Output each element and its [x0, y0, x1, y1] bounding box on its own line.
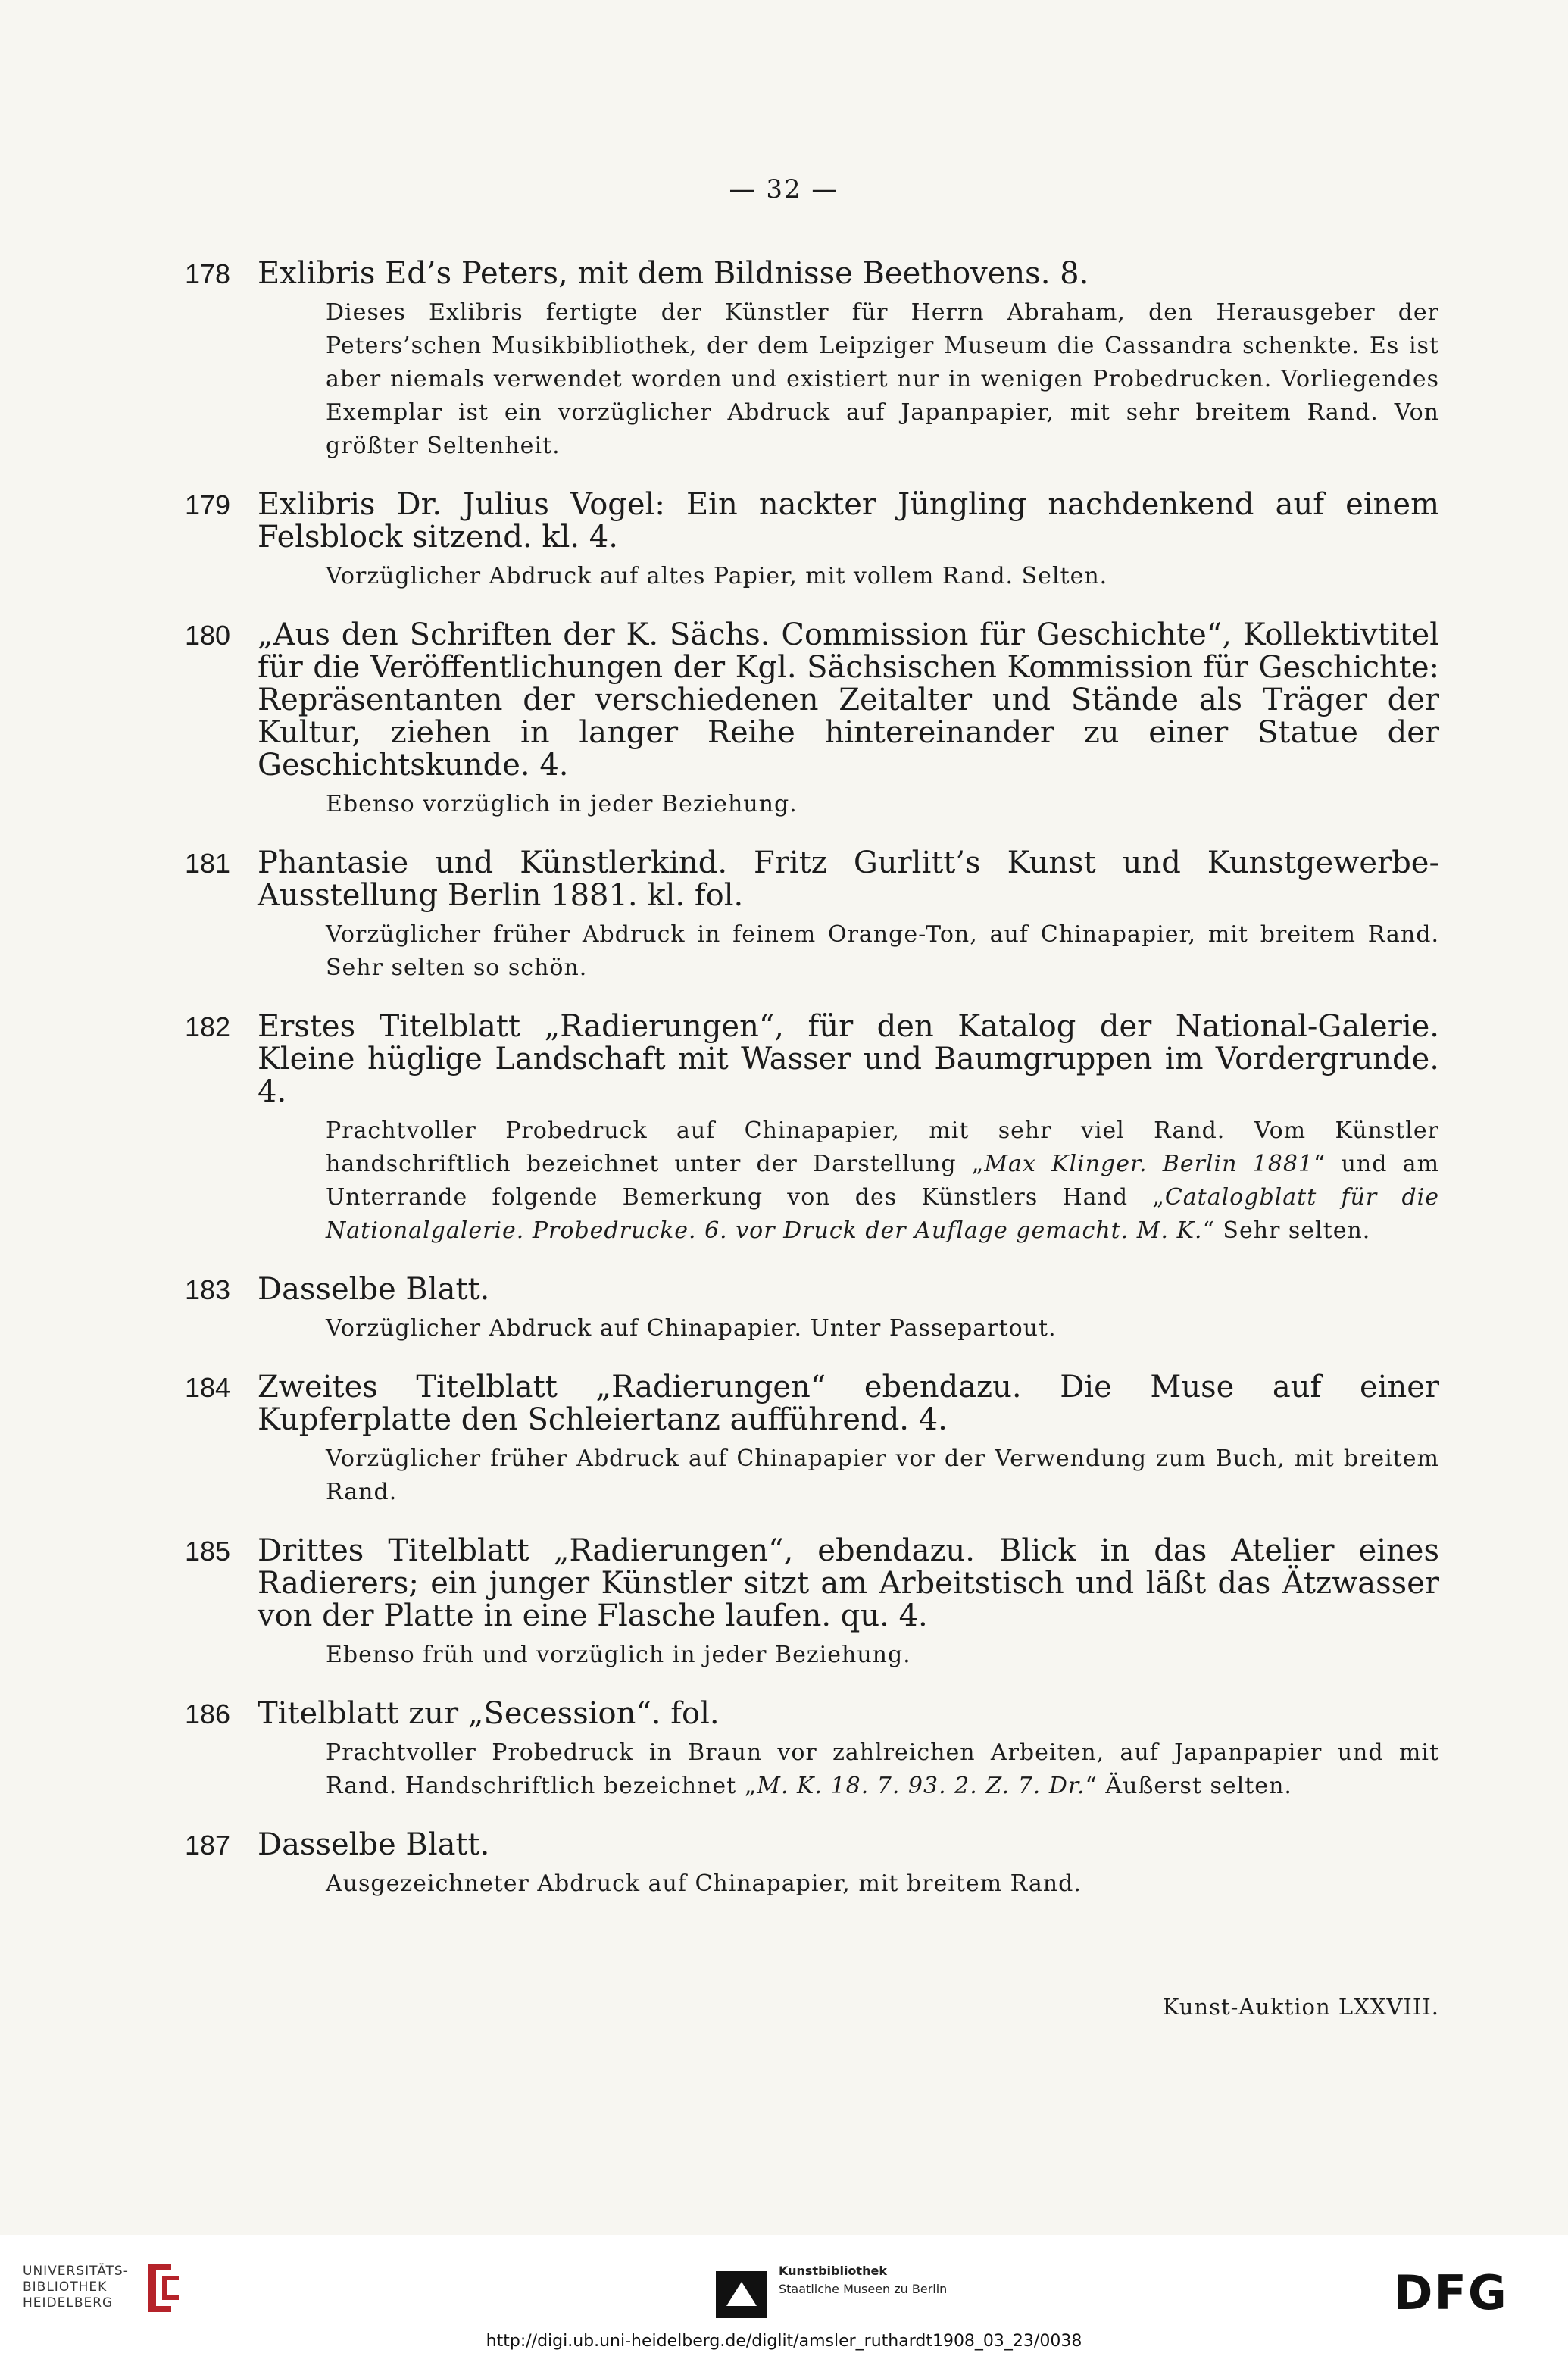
entry-note: Ausgezeichneter Abdruck auf Chinapapier, mit breitem Rand.	[326, 1870, 1082, 1897]
entry-number: 187	[185, 1830, 231, 1861]
entry-title: 179 Exlibris Dr. Julius Vogel: Ein nackter Jüngling nachdenkend auf einem Felsblock sitzend. kl. 4.	[185, 487, 1439, 555]
entry-title: 180 „Aus den Schriften der K. Sächs. Commission für Geschichte“, Kollektivtitel für die Veröffentlichungen der Kgl. Sächsischen Kommission für Geschichte: Repräsentanten der verschiedenen Zeitalter und Stände als Träger der Kultur, ziehen in langer Reihe hintereinander zu einer Statue der Geschichtskunde. 4.	[185, 617, 1439, 783]
source-url[interactable]: http://digi.ub.uni-heidelberg.de/diglit/amsler_ruthardt1908_03_23/0038	[486, 2332, 1082, 2351]
entry-number: 180	[185, 620, 231, 651]
entry-note: Vorzüglicher Abdruck auf altes Papier, mit vollem Rand. Selten.	[326, 563, 1108, 589]
ub-heidelberg-text: UNIVERSITÄTS- BIBLIOTHEK HEIDELBERG	[23, 2264, 129, 2311]
catalog-entry	[173, 847, 1439, 985]
kunstbibliothek-text: Kunstbibliothek Staatliche Museen zu Berlin	[779, 2264, 948, 2296]
entry-note: Vorzüglicher früher Abdruck in feinem Orange-Ton, auf Chinapapier, mit breitem Rand. Sehr selten so schön.	[326, 921, 1439, 981]
catalog-entry	[173, 1829, 1439, 1901]
auction-signature: Kunst-Auktion LXXVIII.	[1162, 1994, 1439, 2020]
catalog-entry	[173, 489, 1439, 593]
catalog-entry	[173, 619, 1439, 821]
entry-number: 178	[185, 258, 231, 289]
catalog-entry	[173, 258, 1439, 463]
catalog-entry	[173, 1698, 1439, 1803]
entry-note: Prachtvoller Probedruck auf Chinapapier, mit sehr viel Rand. Vom Künstler handschriftlich bezeichnet unter der Darstellung „Max Klinger. Berlin 1881“ und am Unterrande folgende Bemerkung von des Künstlers Hand „Catalogblatt für die Nationalgalerie. Probedrucke. 6. vor Druck der Auflage gemacht. M. K.“ Sehr selten.	[326, 1117, 1440, 1244]
entry-note: Vorzüglicher Abdruck auf Chinapapier. Unter Passepartout.	[326, 1315, 1057, 1342]
entry-note: Prachtvoller Probedruck in Braun vor zahlreichen Arbeiten, auf Japanpapier und mit Rand. Handschriftlich bezeichnet „M. K. 18. 7. 93. 2. Z. 7. Dr.“ Äußerst selten.	[326, 1739, 1439, 1799]
catalog-entry	[173, 1011, 1439, 1248]
dfg-logo: DFG	[1394, 2265, 1508, 2320]
entry-number: 182	[185, 1011, 231, 1042]
ub-heidelberg-logo-icon	[141, 2258, 186, 2318]
entry-note: Vorzüglicher früher Abdruck auf Chinapapier vor der Verwendung zum Buch, mit breitem Rand.	[326, 1445, 1439, 1505]
page-number: — 32 —	[729, 174, 839, 205]
catalog-entries	[173, 258, 1439, 1926]
entry-number: 186	[185, 1698, 231, 1730]
entry-note: Ebenso früh und vorzüglich in jeder Beziehung.	[326, 1642, 911, 1668]
entry-number: 185	[185, 1536, 231, 1567]
entry-title: 187 Dasselbe Blatt.	[185, 1827, 490, 1862]
entry-title: 182 Erstes Titelblatt „Radierungen“, für den Katalog der National-Galerie. Kleine hüglige Landschaft mit Wasser und Baumgruppen im Vordergrunde. 4.	[185, 1009, 1439, 1109]
entry-title: 181 Phantasie und Künstlerkind. Fritz Gurlitt’s Kunst und Kunstgewerbe-Ausstellung Berlin 1881. kl. fol.	[185, 845, 1439, 913]
entry-number: 184	[185, 1372, 231, 1403]
kunstbibliothek-logo-icon	[716, 2271, 767, 2318]
catalog-entry	[173, 1273, 1439, 1345]
entry-number: 183	[185, 1274, 231, 1305]
entry-title: 184 Zweites Titelblatt „Radierungen“ ebendazu. Die Muse auf einer Kupferplatte den Schleiertanz aufführend. 4.	[185, 1370, 1439, 1437]
catalog-entry	[173, 1371, 1439, 1509]
entry-title: 178 Exlibris Ed’s Peters, mit dem Bildnisse Beethovens. 8.	[185, 256, 1089, 291]
entry-title: 185 Drittes Titelblatt „Radierungen“, ebendazu. Blick in das Atelier eines Radierers; ein junger Künstler sitzt am Arbeitstisch und läßt das Ätzwasser von der Platte in eine Flasche laufen. qu. 4.	[185, 1533, 1439, 1633]
entry-title: 186 Titelblatt zur „Secession“. fol.	[185, 1696, 720, 1731]
entry-number: 181	[185, 848, 231, 879]
entry-title: 183 Dasselbe Blatt.	[185, 1272, 490, 1307]
entry-note: Ebenso vorzüglich in jeder Beziehung.	[326, 791, 798, 817]
entry-number: 179	[185, 489, 231, 520]
catalog-entry	[173, 1535, 1439, 1672]
viewer-footer	[0, 2235, 1568, 2353]
entry-note: Dieses Exlibris fertigte der Künstler für Herrn Abraham, den Herausgeber der Peters’schen Musikbibliothek, der dem Leipziger Museum die Cassandra schenkte. Es ist aber niemals verwendet worden und existiert nur in wenigen Probedrucken. Vorliegendes Exemplar ist ein vorzüglicher Abdruck auf Japanpapier, mit sehr breitem Rand. Von größter Seltenheit.	[326, 299, 1439, 459]
